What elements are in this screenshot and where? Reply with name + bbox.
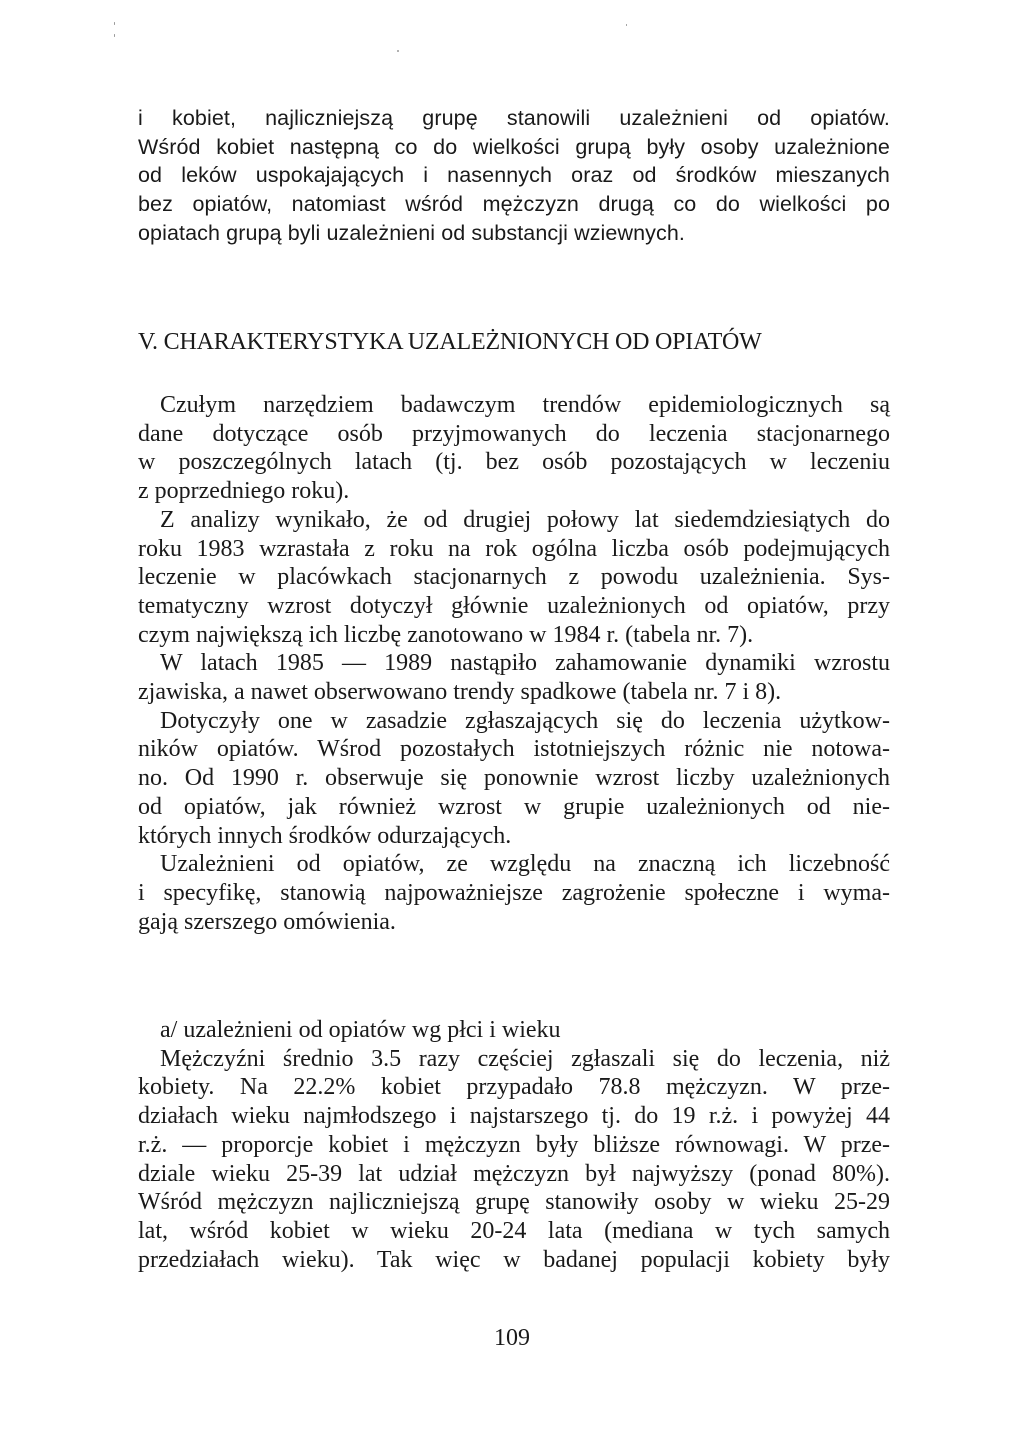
paragraph <box>138 850 890 936</box>
text-line: czym największą ich liczbę zanotowano w 1984 r. (tabela nr. 7). <box>138 621 754 648</box>
section-heading: V. CHARAKTERYSTYKA UZALEŻNIONYCH OD OPIATÓW <box>138 329 762 355</box>
section-body <box>138 391 890 936</box>
text-line: dziale wieku 25-39 lat udział mężczyzn był najwyższy (ponad 80%). <box>138 1160 890 1187</box>
text-line: działach wieku najmłodszego i najstarszego tj. do 19 r.ż. i powyżej 44 <box>138 1103 890 1130</box>
paragraph <box>138 506 890 650</box>
text-line: opiatach grupą byli uzależnieni od substancji wziewnych. <box>138 220 685 245</box>
text-line: Uzależnieni od opiatów, ze względu na znaczną ich liczebność <box>160 851 890 878</box>
text-line: w poszczególnych latach (tj. bez osób pozostających w leczeniu <box>138 449 890 476</box>
scan-speck <box>626 24 627 26</box>
text-line: kobiety. Na 22.2% kobiet przypadało 78.8 mężczyzn. W prze- <box>138 1074 890 1101</box>
paragraph <box>138 649 890 706</box>
text-line: Wśród mężczyzn najliczniejszą grupę stanowiły osoby w wieku 25-29 <box>138 1189 890 1216</box>
text-line: Czułym narzędziem badawczym trendów epidemiologicznych są <box>160 392 890 418</box>
scan-speck <box>114 22 115 25</box>
text-line: W latach 1985 — 1989 nastąpiło zahamowanie dynamiki wzrostu <box>160 650 890 677</box>
text-line: od opiatów, jak również wzrost w grupie uzależnionych od nie- <box>138 793 890 820</box>
text-line: roku 1983 wzrastała z roku na rok ogólna liczba osób podejmujących <box>138 535 890 562</box>
text-line: tematyczny wzrost dotyczył głównie uzależnionych od opiatów, przy <box>138 592 890 619</box>
text-line: i specyfikę, stanowią najpoważniejsze zagrożenie społeczne i wyma- <box>138 879 890 906</box>
paragraph <box>138 707 890 851</box>
text-line: przedziałach wieku). Tak więc w badanej populacji kobiety były <box>138 1246 890 1273</box>
text-line: i kobiet, najliczniejszą grupę stanowili uzależnieni od opiatów. <box>138 106 890 130</box>
text-line: Dotyczyły one w zasadzie zgłaszających się do leczenia użytkow- <box>160 707 890 734</box>
text-line: dane dotyczące osób przyjmowanych do leczenia stacjonarnego <box>138 420 890 447</box>
subsection <box>138 1016 890 1274</box>
page-number: 109 <box>494 1325 530 1351</box>
text-line: leczenie w placówkach stacjonarnych z powodu uzależnienia. Sys- <box>138 564 890 591</box>
subsection-heading: a/ uzależnieni od opiatów wg płci i wieku <box>160 1017 561 1043</box>
text-line: r.ż. — proporcje kobiet i mężczyzn były bliższe równowagi. W prze- <box>138 1131 890 1158</box>
text-line: gają szerszego omówienia. <box>138 908 396 935</box>
text-line: no. Od 1990 r. obserwuje się ponownie wzrost liczby uzależnionych <box>138 765 890 792</box>
text-line: lat, wśród kobiet w wieku 20-24 lata (mediana w tych samych <box>138 1217 890 1244</box>
scan-speck <box>114 34 115 37</box>
text-line: Mężczyźni średnio 3.5 razy częściej zgłaszali się do leczenia, niż <box>160 1045 890 1072</box>
text-line: zjawiska, a nawet obserwowano trendy spadkowe (tabela nr. 7 i 8). <box>138 679 782 706</box>
text-line: bez opiatów, natomiast wśród mężczyzn drugą co do wielkości po <box>138 192 890 217</box>
paragraph <box>138 391 890 506</box>
scan-speck <box>397 50 399 52</box>
text-line: których innych środków odurzających. <box>138 822 512 849</box>
continued-paragraph <box>138 104 890 248</box>
text-line: z poprzedniego roku). <box>138 478 350 505</box>
text-line: Wśród kobiet następną co do wielkości grupą były osoby uzależnione <box>138 134 890 159</box>
text-line: ników opiatów. Wśrod pozostałych istotniejszych różnic nie notowa- <box>138 736 890 763</box>
text-line: Z analizy wynikało, że od drugiej połowy lat siedemdziesiątych do <box>160 506 890 533</box>
text-line: od leków uspokajających i nasennych oraz od środków mieszanych <box>138 163 890 188</box>
